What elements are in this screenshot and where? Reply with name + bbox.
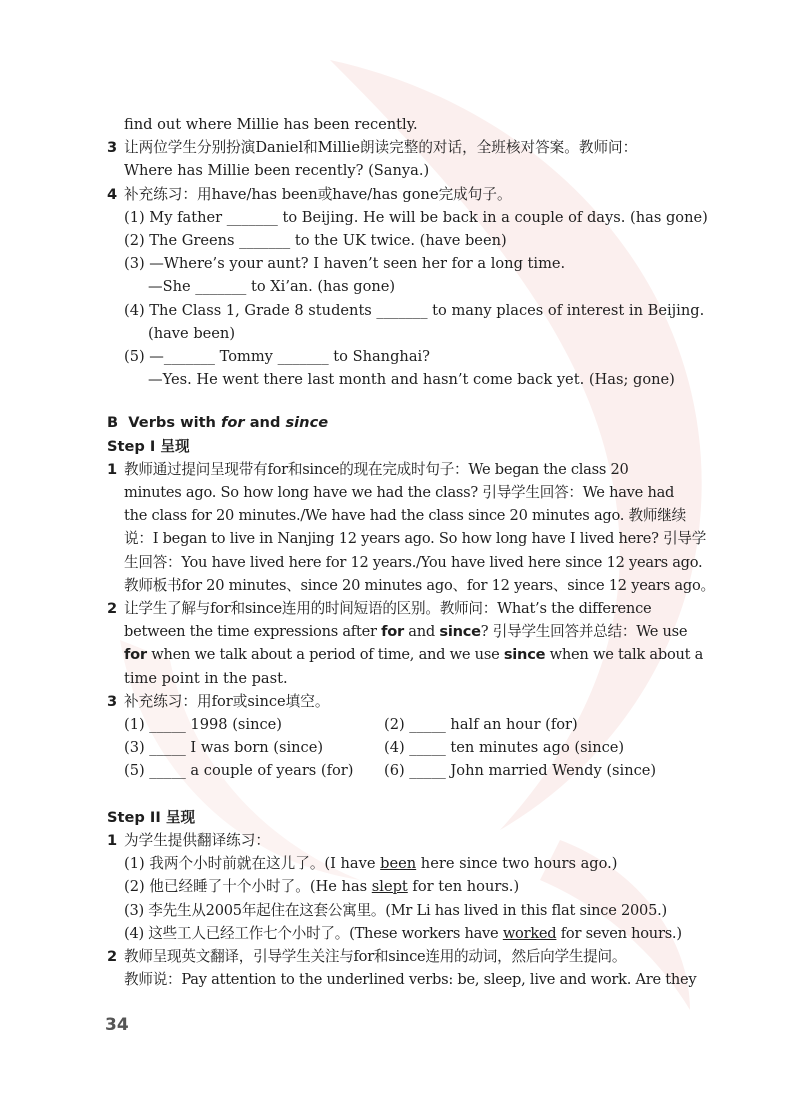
text-line: 让学生了解与for和since连用的时间短语的区别。教师问：What’s the difference [124,600,652,618]
text-line: time point in the past. [124,669,288,687]
exercise-row [107,713,697,736]
exercise-cell: (4) _____ ten minutes ago (since) [384,739,625,757]
section-letter: B [107,414,119,432]
text-line [107,620,697,643]
exercise-cell: (3) _____ I was born (since) [124,739,324,757]
text-part: for seven hours.) [556,924,682,942]
list-item [107,597,697,620]
translation-line: (3) 李先生从2005年起住在这套公寓里。(Mr Li has lived in this flat since 2005.) [124,901,667,919]
text-line: find out where Millie has been recently. [124,116,418,133]
text-line: 教师通过提问呈现带有for和since的现在完成时句子：We began the class 20 [124,460,629,478]
text-part: (4) 这些工人已经工作七个小时了。(These workers have [124,924,503,942]
item-number: 3 [107,139,118,157]
step-heading: Step II 呈现 [107,808,196,826]
list-item [107,945,697,968]
exercise-cell: (1) _____ 1998 (since) [124,716,282,734]
item-number: 3 [107,692,118,710]
exercise-line: —Yes. He went there last month and hasn’t come back yet. (Has; gone) [148,371,675,389]
translation-line [107,852,697,875]
bold-word: for [124,646,147,664]
list-item [107,829,697,852]
page-number: 34 [105,1015,129,1035]
text-part: here since two hours ago.) [416,855,618,873]
underlined-verb: been [380,855,417,873]
translation-line [107,922,697,945]
exercise-line: (2) The Greens _______ to the UK twice. (have been) [124,232,507,250]
item-number: 1 [107,460,117,478]
text-line: the class for 20 minutes./We have had the class since 20 minutes ago. 教师继续 [124,507,686,525]
bold-word: since [439,623,481,641]
exercise-line: (5) —_______ Tommy _______ to Shanghai? [124,348,431,366]
exercise-cell: (6) _____ John married Wendy (since) [384,762,657,780]
exercise-line: (1) My father _______ to Beijing. He will be back in a couple of days. (has gone) [124,208,708,226]
text-line: Where has Millie been recently? (Sanya.) [124,162,430,180]
section-title-for: for [221,414,245,432]
text-part: when we talk about a period of time, and we use [146,646,504,664]
section-title-since: since [285,414,329,432]
list-item [107,136,697,159]
exercise-line: (3) —Where’s your aunt? I haven’t seen her for a long time. [124,255,566,273]
underlined-verb: worked [502,924,557,942]
section-title-part: Verbs with [128,414,222,432]
item-number: 2 [107,947,117,965]
text-line: 让两位学生分别扮演Daniel和Millie朗读完整的对话，全班核对答案。教师问： [124,139,638,157]
bold-word: for [381,623,404,641]
exercise-cell: (5) _____ a couple of years (for) [124,762,354,780]
item-number: 2 [107,600,117,618]
text-part: and [403,623,440,641]
spacer [107,783,697,806]
text-part: for ten hours.) [407,878,520,896]
item-number: 1 [107,831,118,849]
text-part: when we talk about a [545,646,704,664]
spacer [107,391,697,411]
text-line: 生回答：You have lived here for 12 years./You have lived here since 12 years ago. [124,553,703,571]
text-line: 教师板书for 20 minutes、since 20 minutes ago、for 12 years、since 12 years ago。 [124,576,715,594]
exercise-row [107,759,697,782]
text-line: 为学生提供翻译练习： [124,831,270,849]
section-title-part: and [244,414,286,432]
step-heading: Step I 呈现 [107,437,190,455]
text-part: (2) 他已经睡了十个小时了。(He has [124,878,372,896]
text-part: (1) 我两个小时前就在这儿了。(I have [124,855,381,873]
exercise-line: —She _______ to Xi’an. (has gone) [148,278,396,296]
text-line: 补充练习：用have/has been或have/has gone完成句子。 [124,185,512,203]
text-line: minutes ago. So how long have we had the class? 引导学生回答：We have had [124,484,675,502]
text-line [107,643,704,666]
section-heading [107,411,697,434]
list-item [107,458,697,481]
text-part: ? 引导学生回答并总结：We use [480,623,688,641]
list-item [107,183,697,206]
exercise-row [107,736,697,759]
exercise-cell: (2) _____ half an hour (for) [384,716,578,734]
text-line: 教师说：Pay attention to the underlined verbs: be, sleep, live and work. Are they [124,971,697,989]
underlined-verb: slept [371,878,408,896]
text-line: 补充练习：用for或since填空。 [124,692,330,710]
item-number: 4 [107,185,118,203]
page-content [107,113,715,991]
exercise-line: (have been) [148,324,236,342]
text-line: 教师呈现英文翻译，引导学生关注与for和since连用的动词，然后向学生提问。 [124,947,627,965]
translation-line [107,875,697,898]
bold-word: since [503,646,546,664]
exercise-line: (4) The Class 1, Grade 8 students _______ to many places of interest in Beijing. [124,301,705,319]
list-item [107,690,697,713]
text-line: 说：I began to live in Nanjing 12 years ago. So how long have I lived here? 引导学 [124,530,707,548]
text-part: between the time expressions after [124,623,382,641]
